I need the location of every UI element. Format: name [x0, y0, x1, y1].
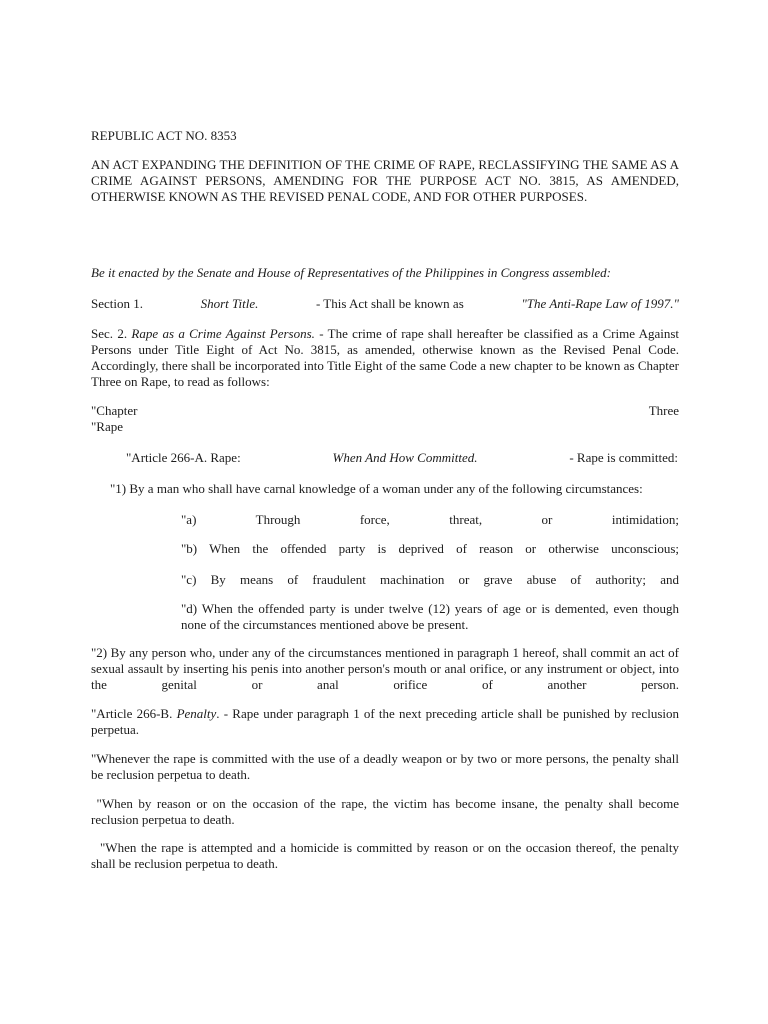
section-2 — [91, 326, 679, 390]
article-266a-intro: - Rape is committed: — [569, 450, 678, 465]
article-266b-heading: Penalty — [176, 706, 217, 721]
act-number: REPUBLIC ACT NO. 8353 — [91, 128, 237, 143]
section-2-heading: Rape as a Crime Against Persons. — [131, 326, 315, 341]
article-266a-heading — [126, 450, 678, 466]
chapter-title: "Rape — [91, 419, 124, 434]
chapter-number: Three — [648, 403, 679, 418]
article-266a-label: "Article 266-A. Rape: — [126, 450, 241, 465]
section-1-text: - This Act shall be known as — [315, 296, 464, 311]
article-266a-item-b: "b) When the offended party is deprived of reason or otherwise unconscious; — [181, 541, 679, 556]
article-266b-label: "Article 266-B. — [91, 706, 173, 721]
article-266a-item-d: "d) When the offended party is under twelve (12) years of age or is demented, even though none of the circumstances mentioned above be present. — [181, 601, 679, 632]
article-266a-para-2: "2) By any person who, under any of the circumstances mentioned in paragraph 1 hereof, shall commit an act of sexual assault by inserting his penis into another person's mouth or anal orifice, or any instrument or object, into the genital or anal orifice of another person. — [91, 645, 679, 692]
article-266a-para-1: "1) By a man who shall have carnal knowledge of a woman under any of the following circumstances: — [110, 481, 643, 496]
section-1-label: Section 1. — [91, 296, 143, 311]
chapter-label: "Chapter — [91, 403, 138, 418]
article-266b-para-2: "When by reason or on the occasion of the rape, the victim has become insane, the penalty shall become reclusion perpetua to death. — [91, 796, 683, 827]
article-266b-text: . - Rape under paragraph 1 of the next preceding article shall be punished by reclusion perpetua. — [91, 706, 680, 737]
act-title: AN ACT EXPANDING THE DEFINITION OF THE CRIME OF RAPE, RECLASSIFYING THE SAME AS A CRIME AGAINST PERSONS, AMENDING FOR THE PURPOSE ACT NO. 3815, AS AMENDED, OTHERWISE KNOWN AS THE REVISED PENAL CODE, AND FOR OTHER PURPOSES. — [91, 157, 679, 204]
chapter-heading — [91, 403, 679, 419]
article-266b-para-1: "Whenever the rape is committed with the use of a deadly weapon or by two or more persons, the penalty shall be reclusion perpetua to death. — [91, 751, 679, 782]
enacting-clause: Be it enacted by the Senate and House of Representatives of the Philippines in Congress assembled: — [91, 265, 612, 280]
section-1-short-title: "The Anti-Rape Law of 1997." — [521, 296, 679, 311]
section-2-text: - The crime of rape shall hereafter be classified as a Crime Against Persons under Title Eight of Act No. 3815, as amended, otherwise known as the Revised Penal Code. Accordingly, there shall be incorporated into Title Eight of the same Code a new chapter to be known as Chapter Three on Rape, to read as follows: — [91, 326, 680, 389]
article-266a-item-a: "a) Through force, threat, or intimidation; — [181, 512, 679, 527]
section-1 — [91, 296, 679, 312]
article-266b-para-3: "When the rape is attempted and a homicide is committed by reason or on the occasion thereof, the penalty shall be reclusion perpetua to death. — [91, 840, 683, 871]
article-266b — [91, 706, 679, 738]
section-1-heading: Short Title. — [200, 296, 259, 311]
article-266a-title: When And How Committed. — [332, 450, 478, 465]
article-266a-item-c: "c) By means of fraudulent machination or grave abuse of authority; and — [181, 572, 679, 587]
section-2-label: Sec. 2. — [91, 326, 128, 341]
